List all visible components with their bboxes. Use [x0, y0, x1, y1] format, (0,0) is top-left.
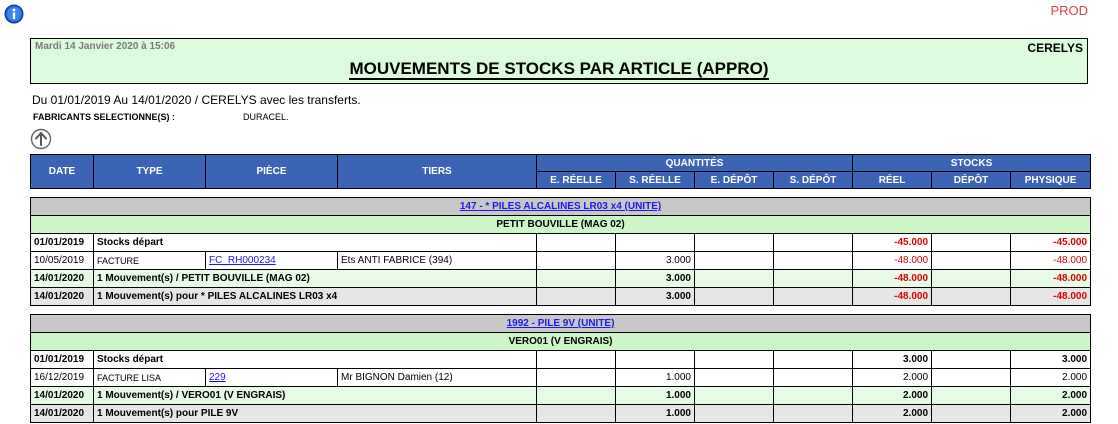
- cell-tiers: Mr BIGNON Damien (12): [338, 369, 537, 387]
- cell-reel: 2.000: [853, 387, 932, 405]
- cell-label: Stocks départ: [94, 234, 537, 252]
- stock-movements-table: [30, 154, 1091, 423]
- cell-date: 14/01/2020: [31, 387, 94, 405]
- environment-label: PROD: [1050, 3, 1088, 18]
- cell-physique: 2.000: [1011, 369, 1091, 387]
- cell-s-reelle: 3.000: [616, 288, 695, 306]
- period-description: Du 01/01/2019 Au 14/01/2020 / CERELYS avec les transferts.: [32, 93, 361, 107]
- cell-label: 1 Mouvement(s) pour * PILES ALCALINES LR03 x4: [94, 288, 537, 306]
- col-group-quantites: QUANTITÉS: [537, 155, 853, 172]
- cell-tiers: Ets ANTI FABRICE (394): [338, 252, 537, 270]
- col-type: TYPE: [94, 155, 206, 189]
- cell-reel: -48.000: [853, 288, 932, 306]
- col-s-reelle: S. RÉELLE: [616, 172, 695, 189]
- fabricants-value: DURACEL.: [243, 112, 289, 122]
- cell-label: 1 Mouvement(s) / VERO01 (V ENGRAIS): [94, 387, 537, 405]
- cell-date: 01/01/2019: [31, 351, 94, 369]
- spacer: [31, 189, 1091, 198]
- cell-date: 01/01/2019: [31, 234, 94, 252]
- cell-s-reelle: 3.000: [616, 252, 695, 270]
- depot-header: PETIT BOUVILLE (MAG 02): [31, 216, 1091, 234]
- cell-type: FACTURE LISA: [94, 369, 206, 387]
- article-header: [31, 315, 1091, 333]
- cell-reel: 2.000: [853, 405, 932, 423]
- col-date: DATE: [31, 155, 94, 189]
- cell-physique: -48.000: [1011, 288, 1091, 306]
- cell-reel: 3.000: [853, 351, 932, 369]
- cell-type: FACTURE: [94, 252, 206, 270]
- col-e-depot: E. DÉPÔT: [695, 172, 774, 189]
- cell-physique: -48.000: [1011, 270, 1091, 288]
- cell-s-reelle: 1.000: [616, 387, 695, 405]
- cell-date: 14/01/2020: [31, 405, 94, 423]
- article-header: [31, 198, 1091, 216]
- cell-s-reelle: 3.000: [616, 270, 695, 288]
- col-piece: PIÈCE: [206, 155, 338, 189]
- arrow-up-icon[interactable]: [30, 128, 52, 150]
- report-title: [31, 59, 1087, 79]
- cell-physique: -48.000: [1011, 252, 1091, 270]
- fabricants-label: FABRICANTS SELECTIONNE(S) :: [33, 112, 176, 122]
- table-row: [31, 270, 1091, 288]
- cell-date: 16/12/2019: [31, 369, 94, 387]
- table-row: [31, 234, 1091, 252]
- table-row: [31, 252, 1091, 270]
- cell-date: 14/01/2020: [31, 288, 94, 306]
- cell-s-reelle: 1.000: [616, 369, 695, 387]
- cell-s-reelle: 1.000: [616, 405, 695, 423]
- cell-reel: -45.000: [853, 234, 932, 252]
- table-row: [31, 369, 1091, 387]
- table-row: [31, 387, 1091, 405]
- report-header: [30, 38, 1088, 84]
- cell-label: Stocks départ: [94, 351, 537, 369]
- piece-link[interactable]: 229: [209, 372, 226, 383]
- cell-label: 1 Mouvement(s) / PETIT BOUVILLE (MAG 02): [94, 270, 537, 288]
- col-physique: PHYSIQUE: [1011, 172, 1091, 189]
- table-row: [31, 351, 1091, 369]
- cell-date: 14/01/2020: [31, 270, 94, 288]
- cell-physique: 2.000: [1011, 405, 1091, 423]
- col-e-reelle: E. RÉELLE: [537, 172, 616, 189]
- cell-physique: 3.000: [1011, 351, 1091, 369]
- depot-header: VERO01 (V ENGRAIS): [31, 333, 1091, 351]
- company-name: CERELYS: [1027, 41, 1083, 55]
- piece-link[interactable]: FC_RH000234: [209, 255, 276, 266]
- col-s-depot: S. DÉPÔT: [774, 172, 853, 189]
- col-reel: RÉEL: [853, 172, 932, 189]
- article-link[interactable]: 147 - * PILES ALCALINES LR03 x4 (UNITE): [459, 201, 662, 212]
- cell-label: 1 Mouvement(s) pour PILE 9V: [94, 405, 537, 423]
- report-title-text: MOUVEMENTS DE STOCKS PAR ARTICLE (APPRO): [349, 59, 769, 78]
- table-row: [31, 288, 1091, 306]
- col-tiers: TIERS: [338, 155, 537, 189]
- table-row: [31, 405, 1091, 423]
- cell-reel: -48.000: [853, 270, 932, 288]
- spacer: [31, 306, 1091, 315]
- col-depot: DÉPÔT: [932, 172, 1011, 189]
- cell-reel: -48.000: [853, 252, 932, 270]
- cell-physique: -45.000: [1011, 234, 1091, 252]
- cell-date: 10/05/2019: [31, 252, 94, 270]
- cell-physique: 2.000: [1011, 387, 1091, 405]
- cell-reel: 2.000: [853, 369, 932, 387]
- col-group-stocks: STOCKS: [853, 155, 1091, 172]
- info-icon[interactable]: [4, 4, 24, 24]
- article-link[interactable]: 1992 - PILE 9V (UNITE): [506, 318, 615, 329]
- report-date: Mardi 14 Janvier 2020 à 15:06: [35, 41, 176, 52]
